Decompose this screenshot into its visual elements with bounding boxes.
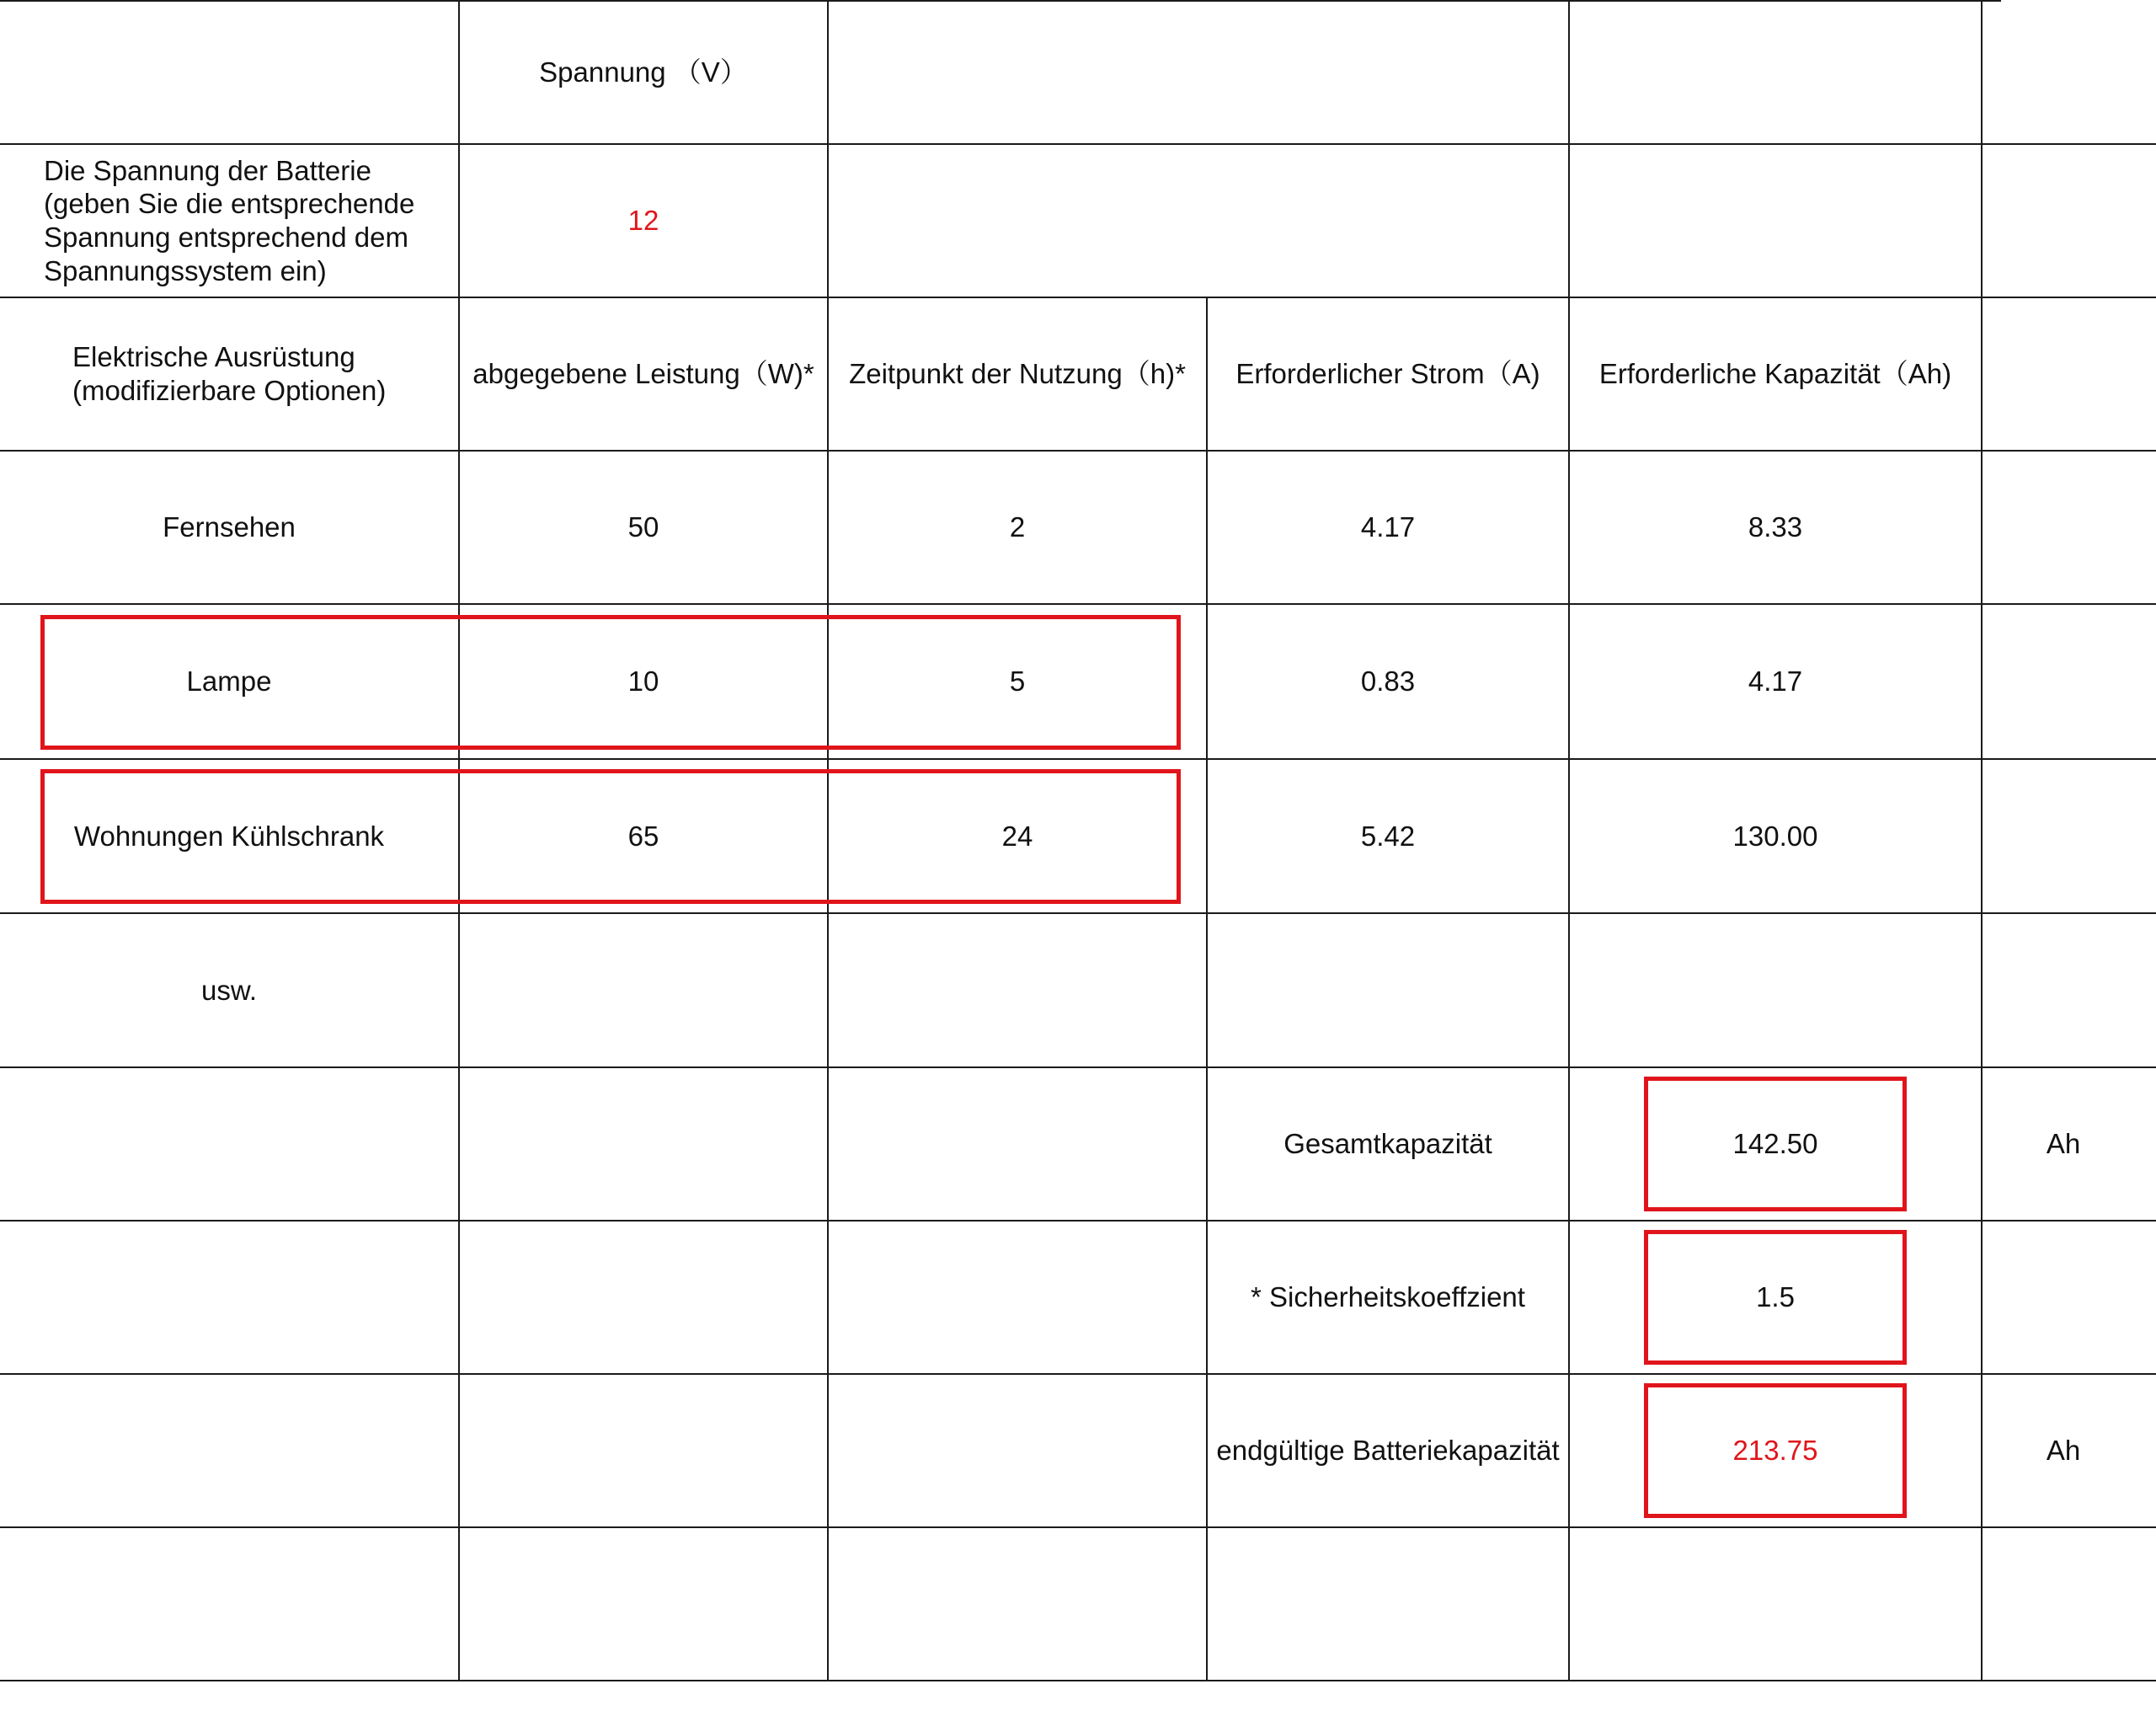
column-header-current-text: Erforderlicher Strom（A) xyxy=(1235,358,1540,390)
battery-voltage-value-text: 12 xyxy=(627,205,659,237)
row-power[interactable] xyxy=(460,452,827,603)
column-header-capacity xyxy=(1570,298,1981,450)
highlight-box-final-capacity xyxy=(1644,1383,1907,1518)
row-capacity-text: 4.17 xyxy=(1748,666,1803,698)
final-capacity-value-text: 213.75 xyxy=(1732,1435,1818,1467)
row-capacity xyxy=(1570,452,1981,603)
row-capacity-text: 8.33 xyxy=(1748,511,1803,543)
row-time-text: 24 xyxy=(1001,820,1033,852)
total-capacity-label-text: Gesamtkapazität xyxy=(1283,1128,1492,1160)
row-equipment-name-text: Fernsehen xyxy=(163,511,296,543)
row-current xyxy=(1208,914,1568,1066)
final-capacity-unit-text: Ah xyxy=(2046,1435,2081,1467)
highlight-box-lamp-row xyxy=(40,615,1181,750)
voltage-header-text: Spannung （V） xyxy=(539,56,748,88)
row-capacity xyxy=(1570,914,1981,1066)
row-current-text: 5.42 xyxy=(1360,820,1416,852)
row-time-text: 2 xyxy=(1009,511,1026,543)
row-equipment-name-text: usw. xyxy=(200,974,258,1006)
voltage-header xyxy=(460,2,827,143)
row-equipment-name[interactable] xyxy=(0,452,458,603)
column-header-equipment-text: Elektrische Ausrüstung (modifizierbare Optionen) xyxy=(72,341,387,406)
total-capacity-unit-text: Ah xyxy=(2046,1128,2081,1160)
battery-voltage-label xyxy=(44,145,456,297)
row-current xyxy=(1208,760,1568,912)
final-capacity-label xyxy=(1208,1375,1568,1526)
final-capacity-label-text: endgültige Batteriekapazität xyxy=(1216,1435,1560,1467)
column-header-power-text: abgegebene Leistung（W)* xyxy=(472,358,814,390)
row-current-text: 0.83 xyxy=(1360,666,1416,698)
total-capacity-unit xyxy=(1983,1068,2144,1220)
total-capacity-value-text: 142.50 xyxy=(1732,1128,1818,1160)
row-power[interactable] xyxy=(460,914,827,1066)
row-equipment-name[interactable] xyxy=(0,914,458,1066)
column-header-capacity-text: Erforderliche Kapazität（Ah) xyxy=(1598,358,1952,390)
row-equipment-name-text: Lampe xyxy=(186,666,272,698)
row-power-text: 65 xyxy=(627,820,659,852)
row-current xyxy=(1208,452,1568,603)
column-header-equipment xyxy=(72,298,456,450)
row-time[interactable] xyxy=(829,914,1206,1066)
final-capacity-unit xyxy=(1983,1375,2144,1526)
row-current xyxy=(1208,605,1568,758)
highlight-box-safety-coefficient xyxy=(1644,1230,1907,1365)
highlight-box-fridge-row xyxy=(40,769,1181,904)
row-capacity xyxy=(1570,760,1981,912)
row-current-text: 4.17 xyxy=(1360,511,1416,543)
safety-coefficient-label-text: * Sicherheitskoeffzient xyxy=(1251,1281,1525,1313)
column-header-time xyxy=(829,298,1206,450)
battery-voltage-value[interactable] xyxy=(460,145,827,297)
total-capacity-label xyxy=(1208,1068,1568,1220)
battery-voltage-label-text: Die Spannung der Batterie (geben Sie die entsprechende Spannung entsprechend dem Spannungssystem ein) xyxy=(44,154,415,286)
column-header-current xyxy=(1208,298,1568,450)
row-capacity xyxy=(1570,605,1981,758)
row-time-text: 5 xyxy=(1009,666,1026,698)
row-capacity-text: 130.00 xyxy=(1732,820,1818,852)
row-power-text: 50 xyxy=(627,511,659,543)
column-header-time-text: Zeitpunkt der Nutzung（h)* xyxy=(849,358,1186,390)
row-power-text: 10 xyxy=(627,666,659,698)
row-equipment-name-text: Wohnungen Kühlschrank xyxy=(73,820,385,852)
row-time[interactable] xyxy=(829,452,1206,603)
column-header-power xyxy=(460,298,827,450)
highlight-box-total-capacity xyxy=(1644,1077,1907,1211)
safety-coefficient-value-text: 1.5 xyxy=(1756,1281,1795,1313)
safety-coefficient-label xyxy=(1208,1221,1568,1373)
